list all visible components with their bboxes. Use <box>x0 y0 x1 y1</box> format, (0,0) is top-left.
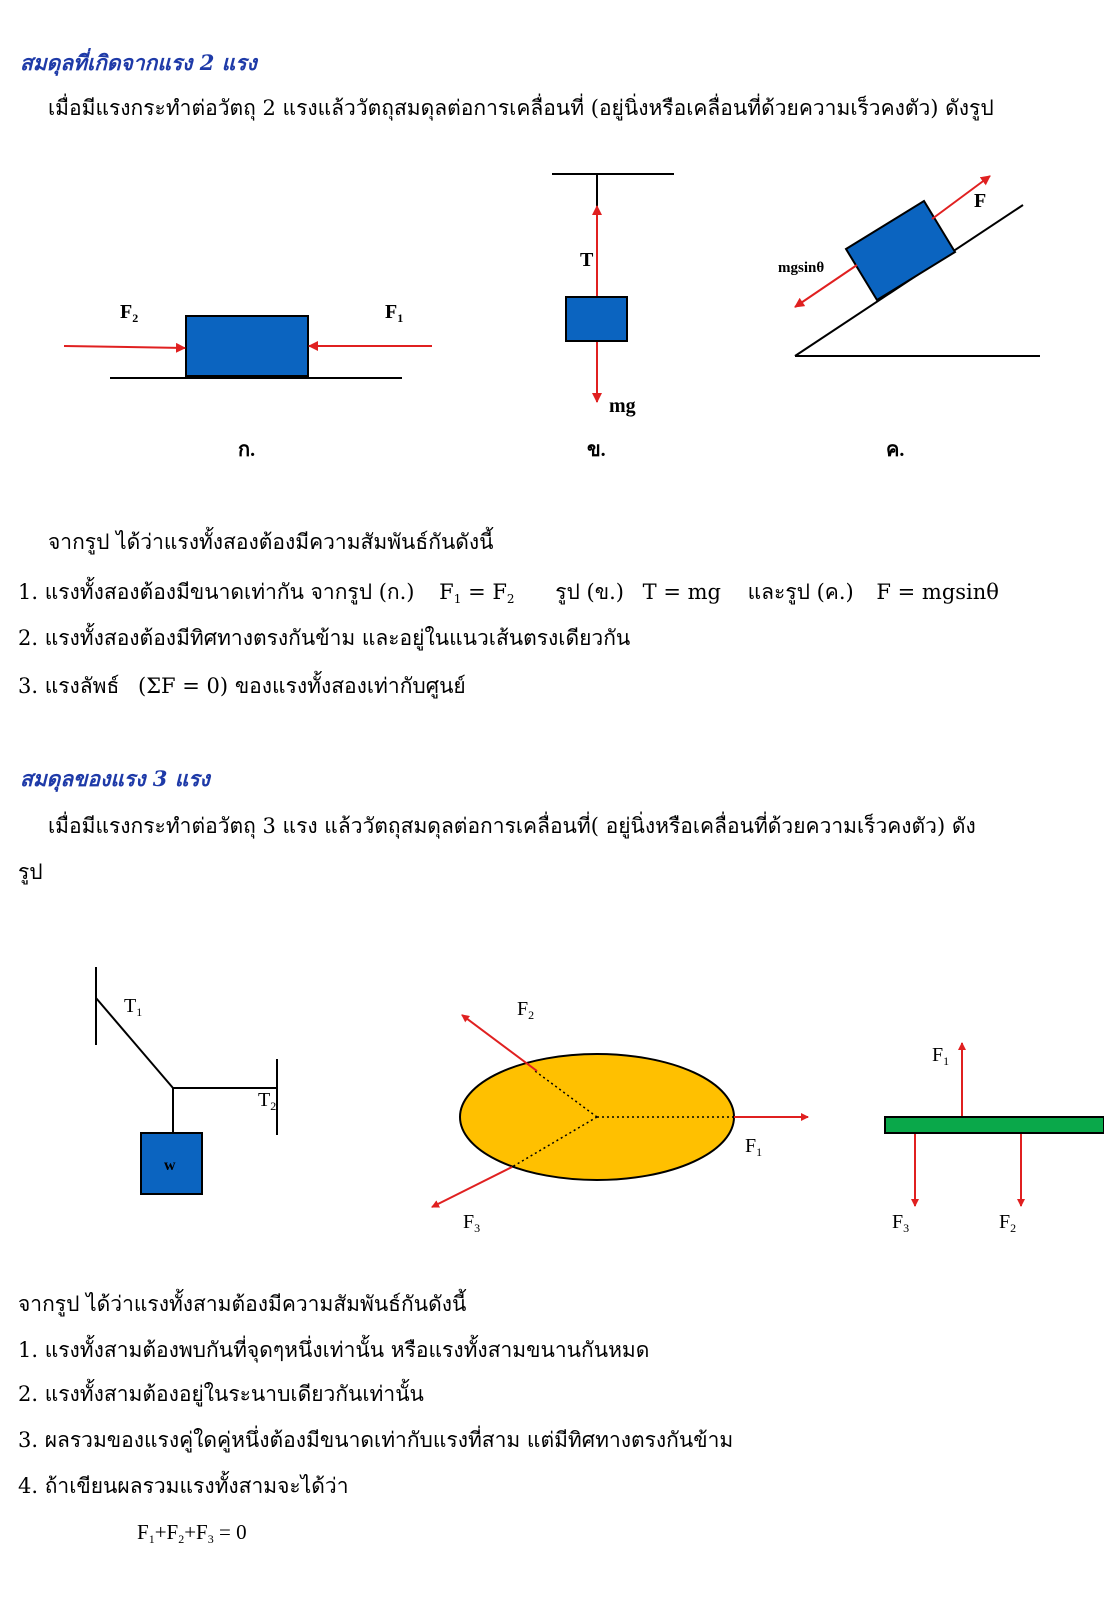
section1-item1: 1. แรงทั้งสองต้องมีขนาดเท่ากัน จากรูป (ก.) $F_1 = F_2$ รูป (ข.) T = mg และรูป (ค.) F = mgsinθ <box>18 580 999 606</box>
section2-item3: 3. ผลรวมของแรงคู่ใดคู่หนึ่งต้องมีขนาดเท่ากับแรงที่สาม แต่มีทิศทางตรงกันข้าม <box>18 1428 734 1452</box>
arrow-f2 <box>64 346 185 348</box>
section1-item2: 2. แรงทั้งสองต้องมีทิศทางตรงกันข้าม และอยู่ในแนวเส้นตรงเดียวกัน <box>18 626 631 650</box>
section2-intro-line2: รูป <box>18 860 43 884</box>
section2-heading: สมดุลของแรง 3 แรง <box>20 766 210 791</box>
section1-heading: สมดุลที่เกิดจากแรง 2 แรง <box>20 50 257 75</box>
section1-lead: จากรูป ได้ว่าแรงทั้งสองต้องมีความสัมพันธ์กันดังนี้ <box>48 530 494 554</box>
label-plank-f1: $F_1$ <box>932 1044 950 1068</box>
figure-c <box>795 176 1040 356</box>
section2-lead: จากรูป ได้ว่าแรงทั้งสามต้องมีความสัมพันธ์กันดังนี้ <box>18 1292 467 1316</box>
section2-item1: 1. แรงทั้งสามต้องพบกันที่จุดๆหนึ่งเท่านั้น หรือแรงทั้งสามขนานกันหมด <box>18 1338 650 1362</box>
section1-intro: เมื่อมีแรงกระทำต่อวัตถุ 2 แรงแล้ววัตถุสมดุลต่อการเคลื่อนที่ (อยู่นิ่งหรือเคลื่อนที่ด้วยความเร็วคงตัว) ดังรูป <box>48 96 994 120</box>
caption-b: ข. <box>587 439 606 461</box>
figure-b <box>552 174 674 402</box>
label-f1: $F_1$ <box>385 301 404 325</box>
caption-c: ค. <box>886 439 905 461</box>
label-mgsin: mgsinθ <box>778 260 825 276</box>
label-t1: $T_1$ <box>124 995 143 1019</box>
label-plank-f2: $F_2$ <box>999 1211 1017 1235</box>
block <box>186 316 308 376</box>
arrow-f2 <box>462 1015 537 1071</box>
figure-ellipse <box>432 1015 808 1207</box>
label-ellipse-f3: $F_3$ <box>463 1211 481 1235</box>
label-w: w <box>164 1157 176 1174</box>
section2-item2: 2. แรงทั้งสามต้องอยู่ในระนาบเดียวกันเท่านั้น <box>18 1382 424 1406</box>
equation-sum: $F_1+F_2+F_3 = 0$ <box>137 1520 247 1546</box>
label-mg: mg <box>609 395 636 417</box>
figure-a <box>64 316 432 378</box>
plank <box>885 1117 1104 1133</box>
section2-item4: 4. ถ้าเขียนผลรวมแรงทั้งสามจะได้ว่า <box>18 1474 349 1498</box>
section1-item3: 3. แรงลัพธ์ (ΣF = 0) ของแรงทั้งสองเท่ากับศูนย์ <box>18 674 466 698</box>
label-plank-f3: $F_3$ <box>892 1211 910 1235</box>
hanging-block <box>566 297 627 341</box>
label-f: F <box>974 190 987 212</box>
label-f2: $F_2$ <box>120 301 139 325</box>
label-ellipse-f1: $F_1$ <box>745 1135 763 1159</box>
label-t: T <box>580 249 594 271</box>
section2-intro-line1: เมื่อมีแรงกระทำต่อวัตถุ 3 แรง แล้ววัตถุสมดุลต่อการเคลื่อนที่( อยู่นิ่งหรือเคลื่อนที่ด้วยความเร็วคงตัว) ดัง <box>48 814 976 838</box>
figure-plank <box>885 1043 1104 1206</box>
label-t2: $T_2$ <box>258 1089 277 1113</box>
label-ellipse-f2: $F_2$ <box>517 998 535 1022</box>
arrow-f3 <box>432 1167 512 1207</box>
incline-block <box>846 201 955 300</box>
caption-a: ก. <box>238 439 256 461</box>
